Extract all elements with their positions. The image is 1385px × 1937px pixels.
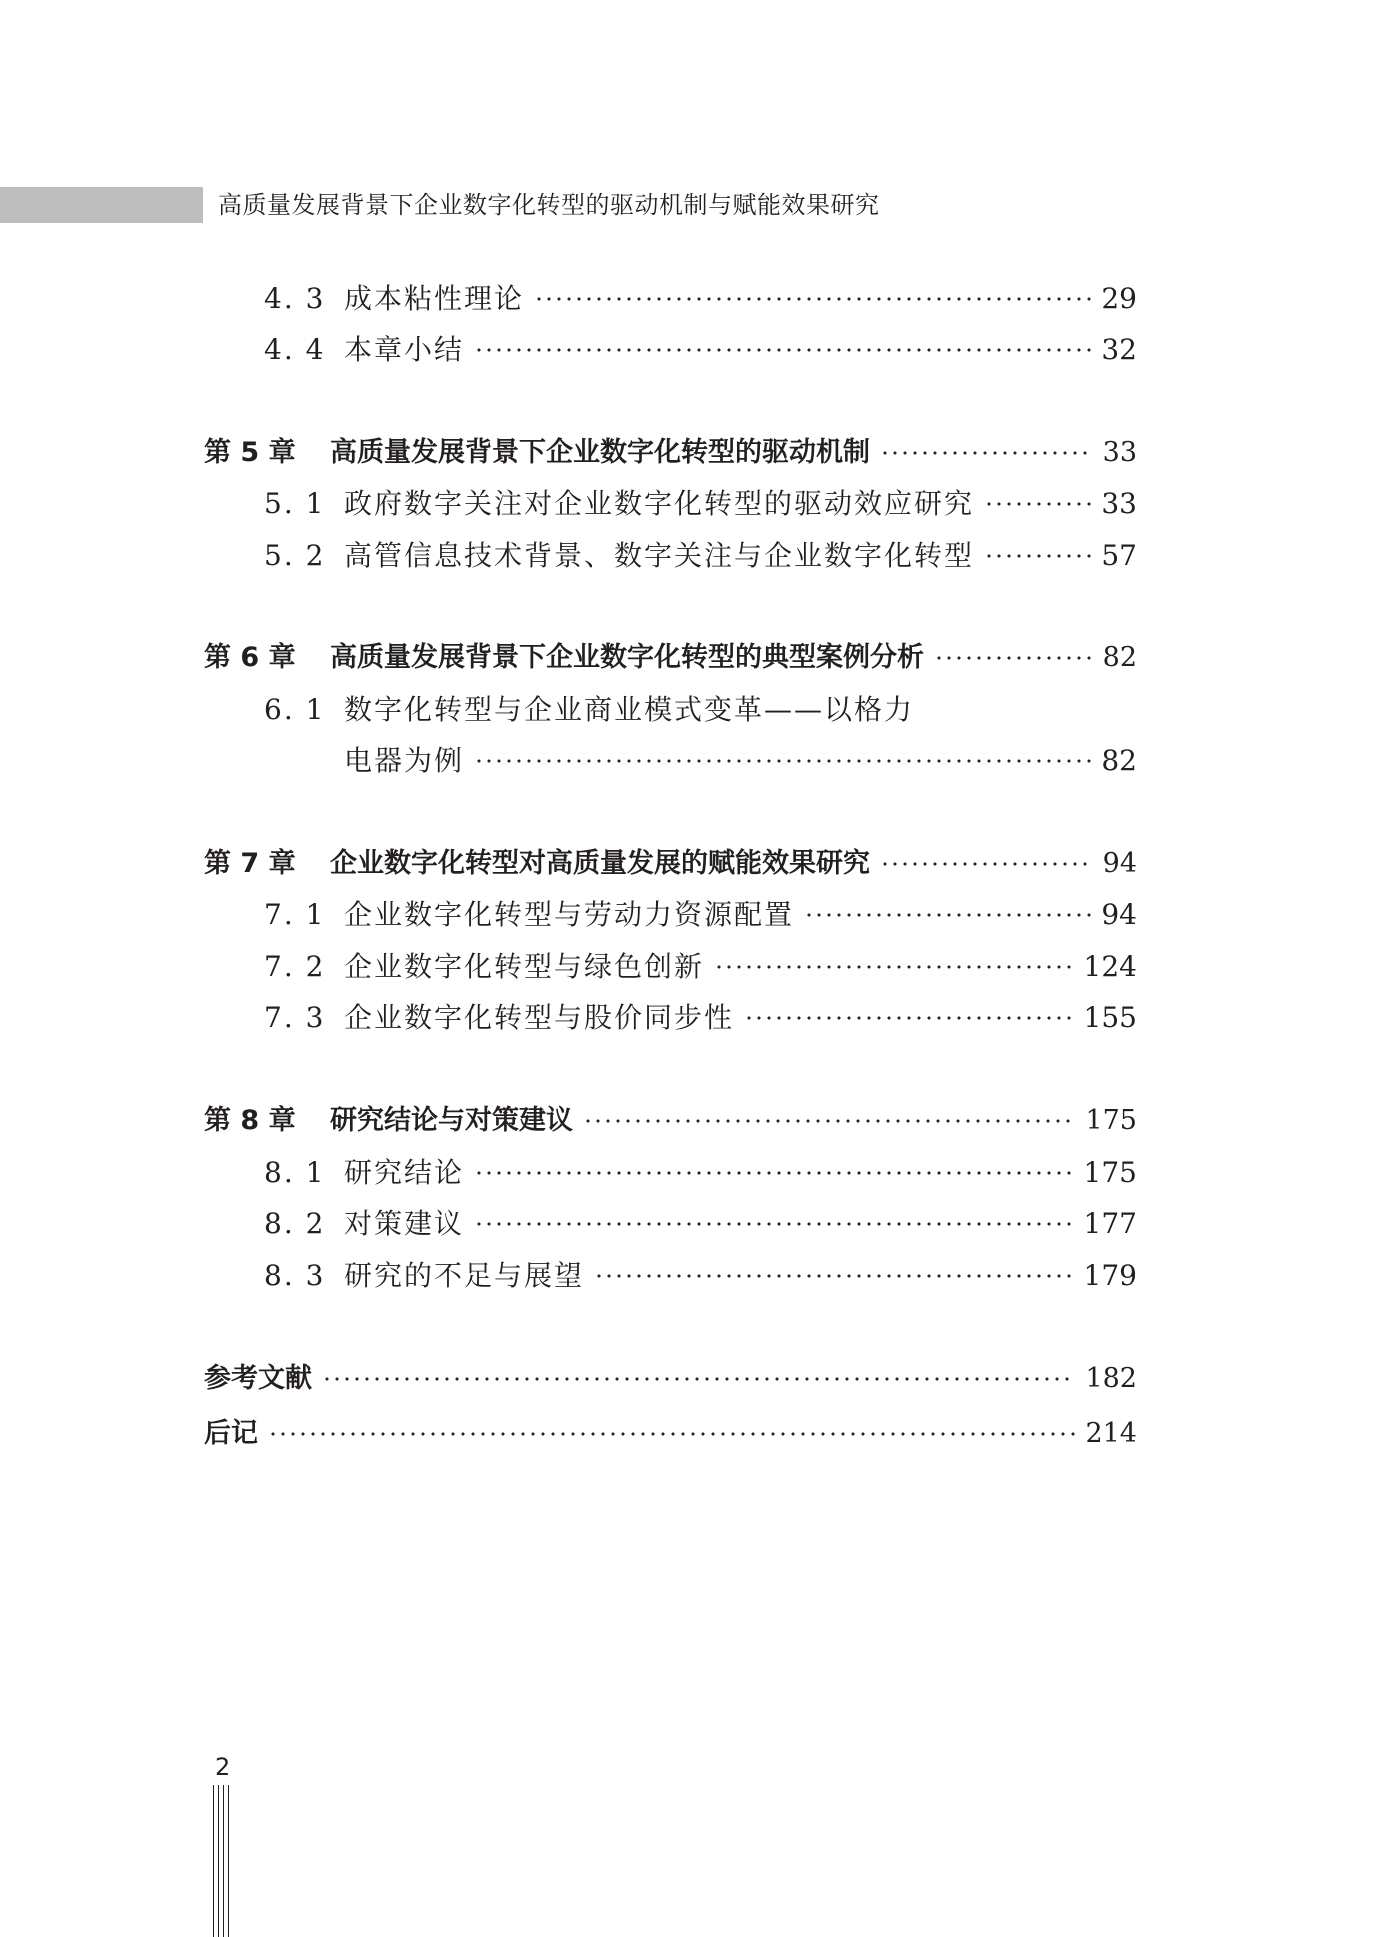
dot-leader [880,844,1093,884]
dot-leader [984,484,1091,524]
toc-chapter-number: 第 8 章 [204,1105,296,1136]
toc-backmatter-page: 182 [1085,1363,1137,1394]
toc-entry-number: 5. 2 [264,539,326,572]
dot-leader [804,895,1091,935]
toc-entry-8-2[interactable] [264,1204,1137,1244]
toc-entry-8-3[interactable] [264,1256,1137,1296]
toc-chapter-number: 第 7 章 [204,848,296,879]
toc-entry-number: 6. 1 [264,693,326,726]
dot-leader [594,1256,1074,1296]
toc-entry-title: 电器为例 [344,744,465,777]
toc-entry-title: 对策建议 [344,1207,465,1240]
toc-chapter-page: 94 [1102,848,1137,879]
toc-chapter-number: 第 5 章 [204,437,296,468]
toc-entry-number: 4. 3 [264,282,326,315]
toc-entry-title: 成本粘性理论 [344,282,525,315]
toc-chapter-page: 175 [1085,1105,1137,1136]
dot-leader [534,279,1091,319]
toc-entry-number: 5. 1 [264,487,326,520]
toc-chapter-5[interactable] [204,433,1137,473]
toc-entry-7-3[interactable] [264,998,1137,1038]
toc-entry-5-2[interactable] [264,536,1137,576]
dot-leader [268,1414,1075,1454]
toc-entry-number: 8. 2 [264,1207,326,1240]
toc-entry-page: 33 [1101,487,1137,520]
dot-leader [474,1153,1074,1193]
toc-entry-title: 高管信息技术背景、数字关注与企业数字化转型 [344,539,975,572]
dot-leader [583,1101,1075,1141]
running-header-title: 高质量发展背景下企业数字化转型的驱动机制与赋能效果研究 [218,191,880,219]
page-number: 2 [215,1753,231,1781]
toc-entry-title: 本章小结 [344,333,465,366]
toc-entry-number: 4. 4 [264,333,326,366]
edge-line [213,1785,214,1937]
toc-chapter-title: 高质量发展背景下企业数字化转型的驱动机制 [330,437,870,468]
toc-entry-page: 155 [1083,1001,1137,1034]
toc-entry-8-1[interactable] [264,1153,1137,1193]
dot-leader [474,330,1091,370]
toc-chapter-page: 33 [1102,437,1137,468]
toc-entry-page: 29 [1101,282,1137,315]
toc-entry-page: 175 [1083,1156,1137,1189]
toc-entry-number: 8. 1 [264,1156,326,1189]
toc-chapter-8[interactable] [204,1101,1137,1141]
toc-entry-number: 7. 1 [264,898,326,931]
toc-entry-title: 研究的不足与展望 [344,1259,585,1292]
toc-entry-7-2[interactable] [264,947,1137,987]
dot-leader [474,1204,1074,1244]
toc-entry-page: 82 [1101,744,1137,777]
toc-entry-page: 177 [1083,1207,1137,1240]
toc-entry-page: 94 [1101,898,1137,931]
toc-entry-page: 32 [1101,333,1137,366]
toc-entry-5-1[interactable] [264,484,1137,524]
toc-entry-page: 124 [1083,950,1137,983]
toc-entry-title: 企业数字化转型与绿色创新 [344,950,705,983]
toc-entry-number: 7. 2 [264,950,326,983]
toc-entry-title: 政府数字关注对企业数字化转型的驱动效应研究 [344,487,975,520]
toc-chapter-title: 高质量发展背景下企业数字化转型的典型案例分析 [330,642,924,673]
toc-entry-number: 8. 3 [264,1259,326,1292]
toc-chapter-number: 第 6 章 [204,642,296,673]
toc-entry-4-3[interactable] [264,279,1137,319]
toc-backmatter-page: 214 [1085,1418,1137,1449]
toc-chapter-title: 研究结论与对策建议 [330,1105,573,1136]
toc-entry-7-1[interactable] [264,895,1137,935]
dot-leader [880,433,1093,473]
dot-leader [474,741,1091,781]
toc-entry-page: 57 [1101,539,1137,572]
toc-chapter-6[interactable] [204,638,1137,678]
edge-line [223,1785,224,1937]
edge-line [228,1785,229,1937]
toc-backmatter-title: 参考文献 [204,1363,312,1394]
dot-leader [934,638,1093,678]
toc-entry-4-4[interactable] [264,330,1137,370]
toc-entry-number: 7. 3 [264,1001,326,1034]
dot-leader [714,947,1074,987]
page-edge-lines [213,1785,231,1937]
toc-chapter-7[interactable] [204,844,1137,884]
edge-line [218,1785,219,1937]
toc-chapter-title: 企业数字化转型对高质量发展的赋能效果研究 [330,848,870,879]
toc-entry-title: 企业数字化转型与股价同步性 [344,1001,735,1034]
dot-leader [322,1359,1075,1399]
dot-leader [744,998,1074,1038]
toc-entry-title: 企业数字化转型与劳动力资源配置 [344,898,795,931]
toc-afterword[interactable] [204,1414,1137,1454]
dot-leader [984,536,1091,576]
toc-entry-page: 179 [1083,1259,1137,1292]
toc-entry-6-1-continued[interactable] [264,741,1137,781]
toc-entry-title: 研究结论 [344,1156,465,1189]
toc-entry-6-1[interactable] [264,690,1137,730]
toc-references[interactable] [204,1359,1137,1399]
toc-backmatter-title: 后记 [204,1418,258,1449]
toc-entry-title: 数字化转型与企业商业模式变革——以格力 [344,693,915,726]
toc-chapter-page: 82 [1102,642,1137,673]
